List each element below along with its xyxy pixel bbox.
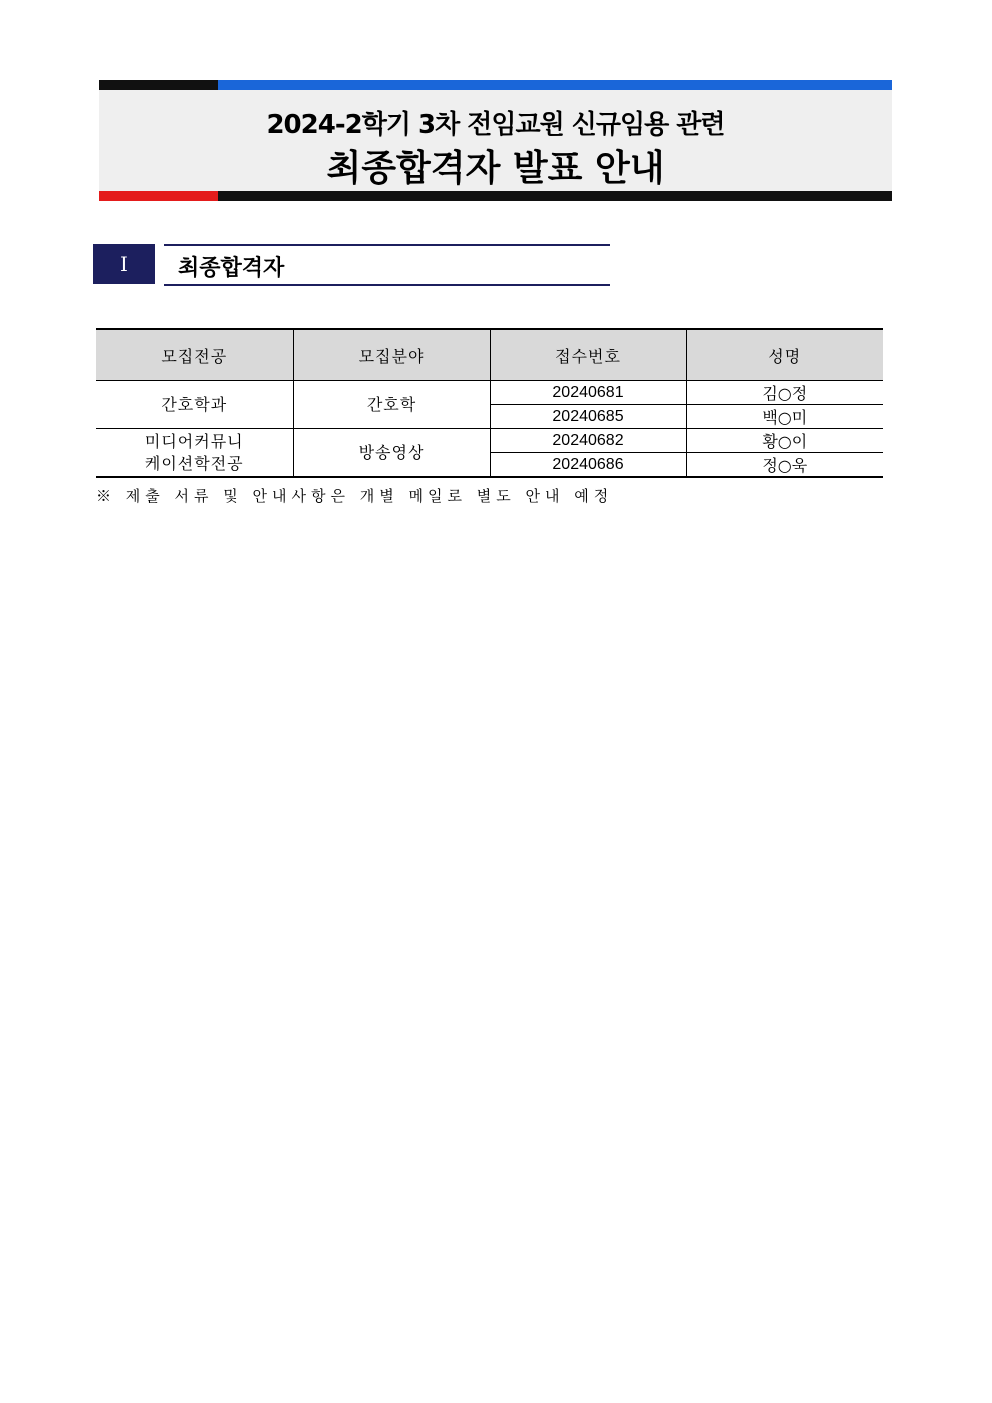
cell-field: 방송영상 [293, 429, 490, 478]
cell-major: 간호학과 [96, 381, 293, 429]
cell-name: 황○이 [686, 429, 883, 453]
banner-title: 최종합격자 발표 안내 [326, 148, 665, 189]
header-name: 성명 [686, 329, 883, 381]
table-row [96, 381, 883, 405]
banner-subtitle: 2024-2학기 3차 전임교원 신규임용 관련 [266, 110, 725, 140]
results-table [96, 328, 883, 478]
cell-major-line2: 케이션학전공 [144, 453, 244, 473]
cell-application-number: 20240681 [490, 381, 686, 405]
section-number-badge: I [93, 244, 155, 284]
footnote: ※ 제출 서류 및 안내사항은 개별 메일로 별도 안내 예정 [96, 487, 614, 505]
cell-application-number: 20240682 [490, 429, 686, 453]
header-major: 모집전공 [96, 329, 293, 381]
banner-top-black-bar [99, 80, 218, 90]
cell-major [96, 429, 293, 478]
cell-application-number: 20240686 [490, 453, 686, 478]
section-title: 최종합격자 [178, 256, 285, 281]
header-application-number: 접수번호 [490, 329, 686, 381]
cell-field: 간호학 [293, 381, 490, 429]
section-heading [164, 244, 610, 286]
cell-name: 김○정 [686, 381, 883, 405]
cell-application-number: 20240685 [490, 405, 686, 429]
cell-name: 정○욱 [686, 453, 883, 478]
banner-bottom-black-bar [218, 191, 892, 201]
cell-major-line1: 미디어커뮤니 [144, 431, 244, 451]
table-header-row [96, 329, 883, 381]
title-banner [99, 80, 892, 201]
table-row [96, 429, 883, 453]
cell-name: 백○미 [686, 405, 883, 429]
header-field: 모집분야 [293, 329, 490, 381]
banner-bottom-red-bar [99, 191, 218, 201]
banner-top-blue-bar [218, 80, 892, 90]
